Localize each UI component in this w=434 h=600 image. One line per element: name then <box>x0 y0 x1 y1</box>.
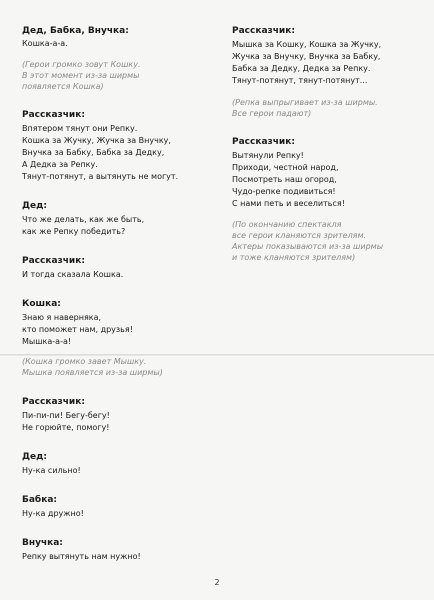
left-dialogue-line: Тянут-потянут, а вытянуть не могут. <box>22 172 179 181</box>
left-dialogue-line: Знаю я наверняка, <box>22 313 102 322</box>
left-speaker-label: Внучка: <box>22 538 63 548</box>
right-dialogue-line: Приходи, честной народ, <box>232 163 339 172</box>
left-dialogue-line: Не горюйте, помогу! <box>22 423 110 432</box>
right-stage-direction: Актеры показываются из-за ширмы <box>232 242 384 251</box>
left-dialogue-line: А Дедка за Репку. <box>22 160 98 169</box>
left-stage-direction: Мышка появляется из-за ширмы) <box>22 368 163 377</box>
left-speaker-label: Дед, Бабка, Внучка: <box>22 26 129 36</box>
left-stage-direction: В этот момент из-за ширмы <box>22 71 140 80</box>
page-fold-line <box>0 354 434 356</box>
left-dialogue-line: Пи-пи-пи! Бегу-бегу! <box>22 411 110 420</box>
right-stage-direction: и тоже кланяются зрителям) <box>232 253 356 262</box>
left-dialogue-line: Ну-ка дружно! <box>22 509 84 518</box>
left-speaker-label: Рассказчик: <box>22 397 85 407</box>
left-speaker-label: Рассказчик: <box>22 110 85 120</box>
left-dialogue-line: Впятером тянут они Репку. <box>22 124 138 133</box>
left-speaker-label: Бабка: <box>22 495 57 505</box>
left-dialogue-line: Внучка за Бабку, Бабка за Дедку, <box>22 148 165 157</box>
left-stage-direction: появляется Кошка) <box>22 82 104 91</box>
right-speaker-label: Рассказчик: <box>232 26 295 36</box>
right-dialogue-line: Жучка за Внучку, Внучка за Бабку, <box>232 52 381 61</box>
left-dialogue-line: как же Репку победить? <box>22 227 126 236</box>
page-number: 2 <box>214 578 220 587</box>
left-dialogue-line: Кошка за Жучку, Жучка за Внучку, <box>22 136 171 145</box>
right-dialogue-line: Вытянули Репку! <box>232 151 304 160</box>
left-dialogue-line: Ну-ка сильно! <box>22 466 81 475</box>
left-dialogue-line: Что же делать, как же быть, <box>22 215 145 224</box>
right-dialogue-line: Тянут-потянут, тянут-потянут... <box>232 76 368 85</box>
right-dialogue-line: С нами петь и веселиться! <box>232 199 345 208</box>
left-speaker-label: Рассказчик: <box>22 256 85 266</box>
right-stage-direction: все герои кланяются зрителям. <box>232 231 367 240</box>
left-speaker-label: Кошка: <box>22 299 61 309</box>
left-speaker-label: Дед: <box>22 452 47 462</box>
right-stage-direction: Все герои падают) <box>232 109 312 118</box>
right-dialogue-line: Чудо-репке подивиться! <box>232 187 336 196</box>
right-stage-direction: (Репка выпрыгивает из-за ширмы. <box>232 98 378 107</box>
left-dialogue-line: Кошка-а-а. <box>22 39 68 48</box>
left-dialogue-line: Мышка-а-а! <box>22 337 72 346</box>
left-dialogue-line: Репку вытянуть нам нужно! <box>22 552 141 561</box>
left-stage-direction: (Герои громко зовут Кошку. <box>22 60 141 69</box>
right-dialogue-line: Посмотреть наш огород, <box>232 175 337 184</box>
left-dialogue-line: И тогда сказала Кошка. <box>22 270 124 279</box>
left-speaker-label: Дед: <box>22 201 47 211</box>
right-dialogue-line: Бабка за Дедку, Дедка за Репку. <box>232 64 371 73</box>
left-dialogue-line: кто поможет нам, друзья! <box>22 325 133 334</box>
right-speaker-label: Рассказчик: <box>232 137 295 147</box>
right-stage-direction: (По окончанию спектакля <box>232 220 342 229</box>
left-stage-direction: (Кошка громко завет Мышку. <box>22 357 147 366</box>
right-dialogue-line: Мышка за Кошку, Кошка за Жучку, <box>232 40 382 49</box>
